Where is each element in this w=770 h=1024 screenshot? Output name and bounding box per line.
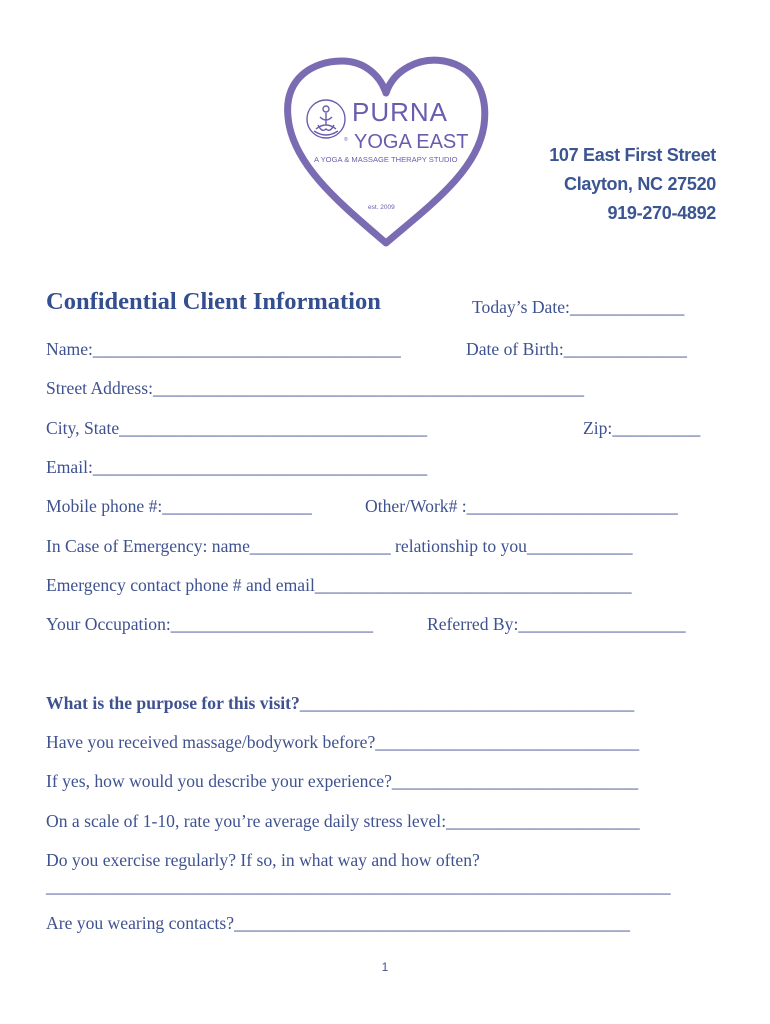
emergency-phone-email-field[interactable]: Emergency contact phone # and email____________________________________ <box>46 575 632 595</box>
visit-purpose-question: What is the purpose for this visit? <box>46 693 300 713</box>
form-title: Confidential Client Information <box>46 288 381 315</box>
occupation-field[interactable]: Your Occupation:_______________________ <box>46 614 374 634</box>
city-state-field[interactable]: City, State___________________________________ <box>46 418 428 438</box>
logo-est: est. 2009 <box>368 204 395 211</box>
purna-yoga-east-logo <box>282 55 490 247</box>
address-street: 107 East First Street <box>549 145 716 165</box>
logo-brand-line2: YOGA EAST <box>354 131 469 153</box>
logo-registered-mark: ® <box>344 137 348 143</box>
exercise-question: Do you exercise regularly? If so, in what way and how often? <box>46 850 480 870</box>
exercise-answer-field[interactable]: _______________________________________________________________________ <box>46 876 671 896</box>
referred-by-field[interactable]: Referred By:___________________ <box>427 614 686 634</box>
stress-level-field[interactable]: On a scale of 1-10, rate you’re average daily stress level:______________________ <box>46 811 640 831</box>
contacts-field[interactable]: Are you wearing contacts?_____________________________________________ <box>46 913 630 933</box>
email-field[interactable]: Email:______________________________________ <box>46 457 428 477</box>
name-field[interactable]: Name:___________________________________ <box>46 339 401 359</box>
page-number: 1 <box>381 960 389 974</box>
experience-field[interactable]: If yes, how would you describe your experience?____________________________ <box>46 771 639 791</box>
studio-address <box>549 141 716 228</box>
date-of-birth-field[interactable]: Date of Birth:______________ <box>466 339 687 359</box>
visit-purpose-row <box>46 693 634 714</box>
todays-date-field[interactable]: Today’s Date:_____________ <box>472 297 685 317</box>
lotus-meditation-icon <box>307 100 345 138</box>
other-work-phone-field[interactable]: Other/Work# :________________________ <box>365 496 678 516</box>
logo-brand-line1: PURNA <box>352 97 449 127</box>
address-phone: 919-270-4892 <box>607 203 716 223</box>
address-city: Clayton, NC 27520 <box>564 174 716 194</box>
mobile-phone-field[interactable]: Mobile phone #:_________________ <box>46 496 312 516</box>
street-address-field[interactable]: Street Address:_________________________________________________ <box>46 378 585 398</box>
emergency-contact-field[interactable]: In Case of Emergency: name________________ relationship to you____________ <box>46 536 633 556</box>
visit-purpose-field[interactable]: ______________________________________ <box>299 693 635 713</box>
zip-field[interactable]: Zip:__________ <box>583 418 701 438</box>
massage-before-field[interactable]: Have you received massage/bodywork before?______________________________ <box>46 732 640 752</box>
logo-tagline: A YOGA & MASSAGE THERAPY STUDIO <box>314 155 458 164</box>
